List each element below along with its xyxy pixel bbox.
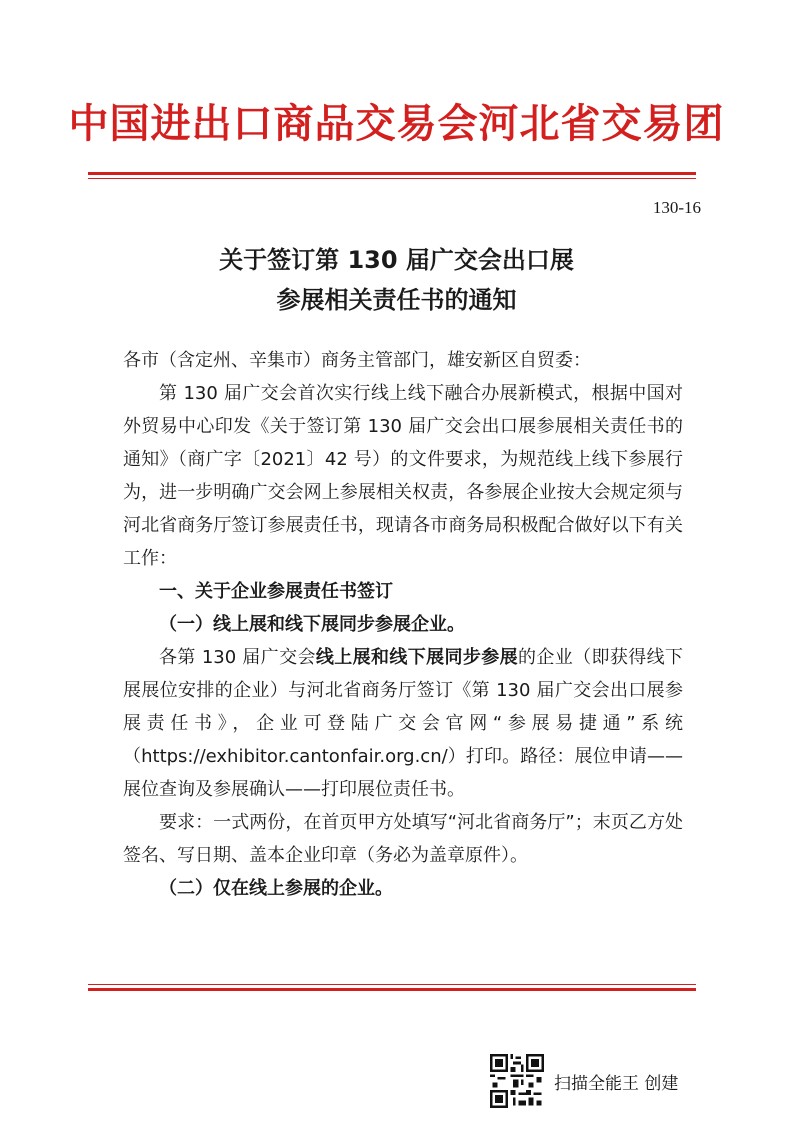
doc-title-line1: 关于签订第 130 届广交会出口展 — [219, 246, 574, 274]
sub1-text-bold: 线上展和线下展同步参展 — [315, 647, 518, 668]
sub1-heading: （一）线上展和线下展同步参展企业。 — [159, 614, 465, 635]
sub2-heading: （二）仅在线上参展的企业。 — [159, 878, 393, 899]
sub1-requirement: 要求：一式两份，在首页甲方处填写“河北省商务厅”；末页乙方处签名、写日期、盖本企业印章（务必为盖章原件）。 — [123, 812, 683, 866]
footer-rule-thick — [88, 988, 696, 991]
qr-code-icon — [490, 1054, 544, 1108]
header-rule-thick — [88, 172, 696, 175]
scanner-watermark-text: 扫描全能王 创建 — [554, 1073, 679, 1094]
sub1-paragraph — [123, 641, 683, 806]
salutation: 各市（含定州、辛集市）商务主管部门，雄安新区自贸委： — [123, 350, 591, 371]
intro-paragraph: 第 130 届广交会首次实行线上线下融合办展新模式，根据中国对外贸易中心印发《关于签订第 130 届广交会出口展参展相关责任书的通知》（商广字〔2021〕42 号）的文件要求，为规范线上线下参展行为，进一步明确广交会网上参展相关权责，各参展企业按大会规定须与河北省商务厅签订参展责任书，现请各市商务局积极配合做好以下有关工作： — [123, 383, 683, 569]
header-rule-thin — [88, 178, 696, 179]
document-body — [123, 344, 683, 905]
org-title: 中国进出口商品交易会河北省交易团 — [68, 100, 725, 147]
section1-heading: 一、关于企业参展责任书签订 — [159, 581, 393, 602]
sub1-text-pre: 各第 130 届广交会 — [159, 647, 316, 668]
sub1-text-post: 的企业（即获得线下展展位安排的企业）与河北省商务厅签订《第 130 届广交会出口展参展责任书》，企业可登陆广交会官网“参展易捷通”系统（https://exhibitor.cantonfair.org.cn/）打印。路径：展位申请——展位查询及参展确认——打印展位责任书。 — [123, 647, 684, 800]
doc-number: 130-16 — [652, 198, 701, 217]
footer-rule-thin — [88, 984, 696, 985]
scanner-watermark — [490, 1054, 678, 1108]
doc-title-line2: 参展相关责任书的通知 — [276, 286, 517, 314]
